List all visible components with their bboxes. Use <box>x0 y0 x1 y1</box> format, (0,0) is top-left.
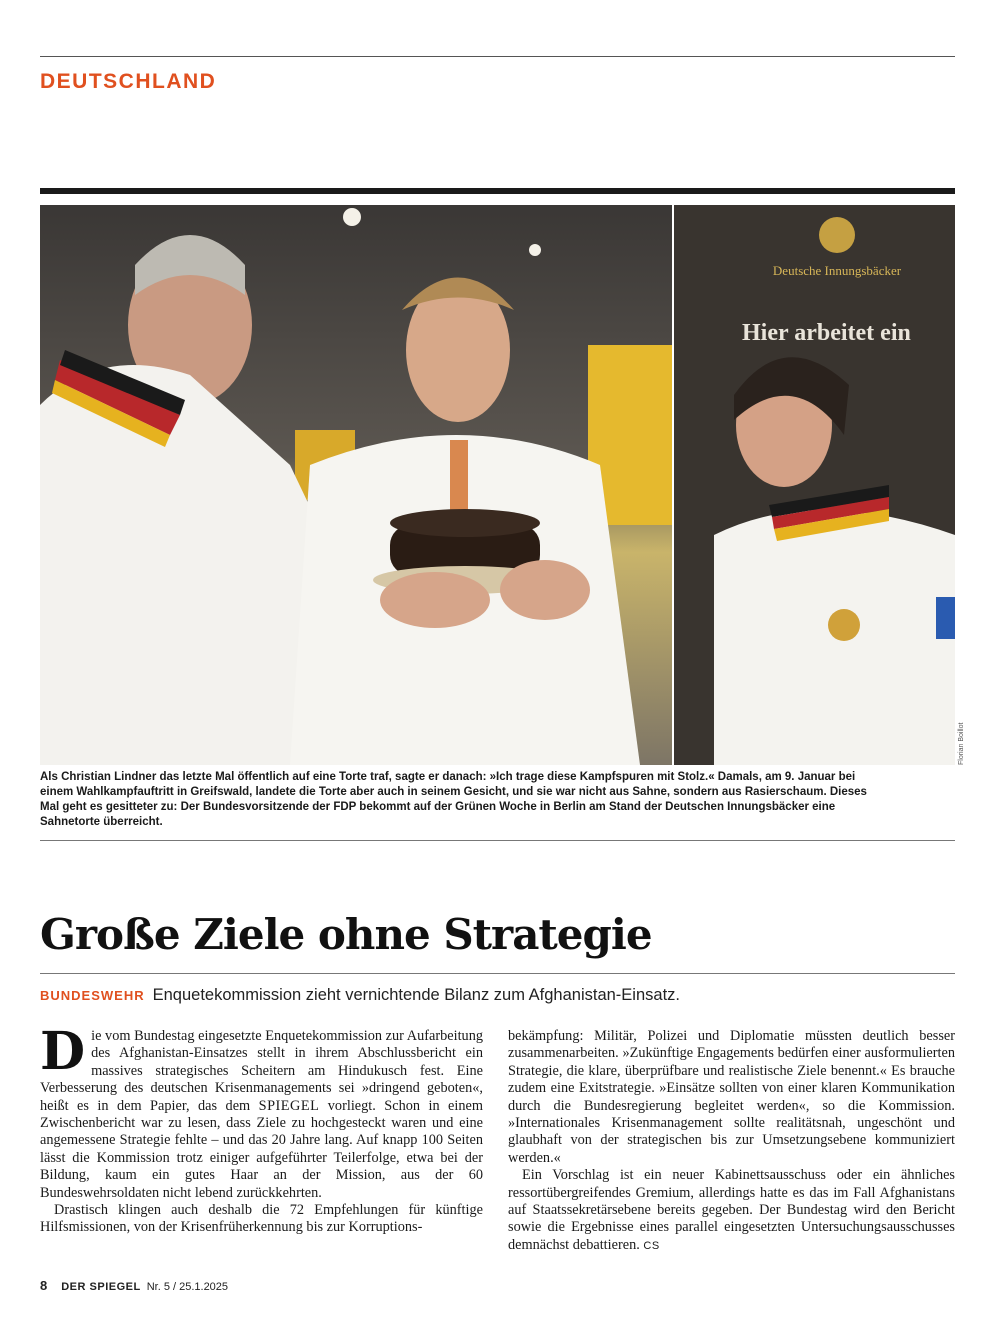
photo-credit: Florian Boillot <box>958 722 965 765</box>
page-footer <box>40 1278 228 1293</box>
banner-text-1: Hier arbeitet ein <box>742 320 911 346</box>
tie <box>450 440 468 510</box>
kicker: BUNDESWEHR <box>40 988 145 1003</box>
ceiling-light <box>343 208 361 226</box>
magazine-name: DER SPIEGEL <box>61 1281 141 1293</box>
article-headline: Große Ziele ohne Strategie <box>40 910 652 959</box>
author-signature: CS <box>643 1239 660 1252</box>
headline-rule <box>40 973 955 974</box>
page-number: 8 <box>40 1278 48 1293</box>
photo-main-illustration <box>40 205 672 765</box>
blue-patch <box>936 597 955 639</box>
caption-bottom-rule <box>40 840 955 841</box>
paragraph-2: Drastisch klingen auch deshalb die 72 Empfehlungen für künftige Hilfsmissionen, von der Krisenfrüherkennung bis zur Korruptions- <box>40 1202 483 1236</box>
top-rule <box>40 56 955 57</box>
article-photo <box>40 205 955 765</box>
crest-logo <box>819 217 855 253</box>
drop-cap: D <box>40 1021 86 1082</box>
paragraph-1-text-b: vorliegt. Schon in einem Zwischenbericht war zu lesen, dass Ziele zu hochgesteckt waren und eine angemessene Strategie fehlte – und das 20 Jahre lang. Auf knapp 100 Seiten lässt die Kommission trotz einiger aufgeführter Teilerfolge, etwa bei der Bildung, kaum ein gutes Haar an der Mission, aus der 60 Bundeswehrsoldaten nicht lebend zurückkehrten. <box>40 1097 483 1201</box>
booth-logo-text: Deutsche Innungsbäcker <box>772 263 902 278</box>
embroidered-crest <box>828 609 860 641</box>
photo-side-scene <box>674 205 955 765</box>
issue-info: Nr. 5 / 25.1.2025 <box>146 1281 229 1293</box>
ceiling-light <box>529 244 541 256</box>
cake-top <box>390 509 540 537</box>
photo-top-rule <box>40 188 955 194</box>
article-column-left <box>40 1021 483 1237</box>
paragraph-3: bekämpfung: Militär, Polizei und Diplomatie müssten deutlich besser zusammenarbeiten. »Zukünftige Engagements bedürfen einer ausformulierten Strategie, die klare, überprüfbare und realistische Ziele benennt.« Es brauche zudem eine Exitstrategie. »Einsätze sollten von einer klaren Kommunikation durch die Bundesregierung begleitet werden«, so die Kommission. »Internationales Krisenmanagement sollte realitätsnah, ungeschönt und glaubhaft von der strategischen bis zur Umsetzungsebene kommuniziert werden.« <box>508 1028 955 1166</box>
paragraph-4 <box>508 1167 955 1255</box>
paragraph-4-text: Ein Vorschlag ist ein neuer Kabinettsausschuss oder ein ähnliches ressortübergreifendes Gremium, allerdings hatte es das im Fall Afghanistans auf Staatssekretärsebene bereits gegeben. Der Bundestag wird den Bericht sowie die Ergebnisse eines parallel eingesetzten Untersuchungsausschusses demnächst debattieren. <box>508 1167 955 1253</box>
article-column-right <box>508 1028 955 1255</box>
paragraph-1-text-a: ie vom Bundestag eingesetzte Enquetekommission zur Aufarbeitung des Afghanistan-Einsatzes stellt in ihrem Abschlussbericht ein massives strategisches Scheitern am Hindukusch fest. Eine Verbesserung des deutschen Krisenmanagements sei »dringend geboten«, heißt es in dem Papier, das dem <box>40 1028 483 1114</box>
section-label: DEUTSCHLAND <box>40 70 217 93</box>
hands <box>500 560 590 620</box>
hands <box>380 572 490 628</box>
dek: Enquetekommission zieht vernichtende Bilanz zum Afghanistan-Einsatz. <box>152 986 680 1004</box>
photo-side-illustration <box>674 205 955 765</box>
photo-caption: Als Christian Lindner das letzte Mal öffentlich auf eine Torte traf, sagte er danach: »Ich trage diese Kampfspuren mit Stolz.« Damals, am 9. Januar bei einem Wahlkampfauftritt in Greifswald, landete die Torte aber auch in seinem Gesicht, und sie war nicht aus Sahne, sondern aus Rasierschaum. Dieses Mal geht es gesitteter zu: Der Bundesvorsitzende der FDP bekommt auf der Grünen Woche in Berlin am Stand der Deutschen Innungsbäcker eine Sahnetorte überreicht. <box>40 771 867 828</box>
kicker-line <box>40 986 680 1005</box>
paragraph-1 <box>40 1021 483 1202</box>
photo-main-scene <box>40 205 672 765</box>
spiegel-mention: SPIEGEL <box>258 1097 320 1114</box>
